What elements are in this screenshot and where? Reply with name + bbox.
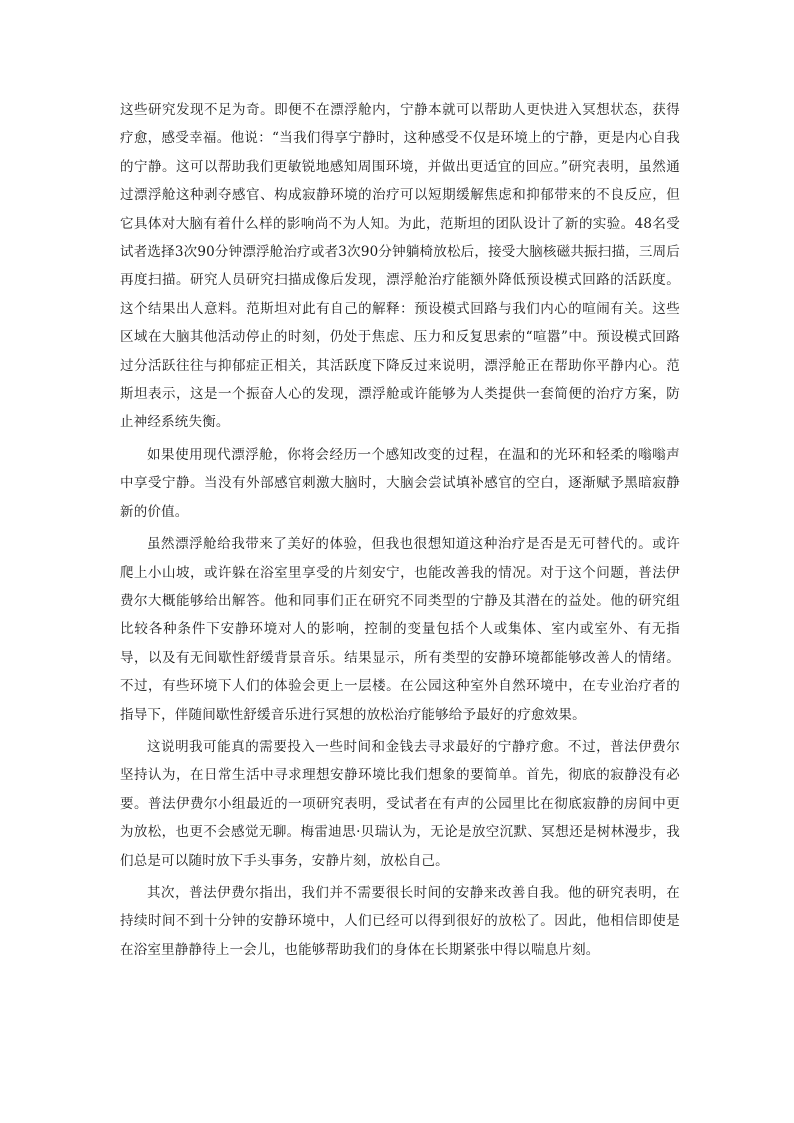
paragraph-2: 如果使用现代漂浮舱，你将会经历一个感知改变的过程，在温和的光环和轻柔的嗡嗡声中享受宁静。当没有外部感官刺激大脑时，大脑会尝试填补感官的空白，逐渐赋予黑暗寂静新的价值。 [120,446,680,520]
paragraph-1: 这些研究发现不足为奇。即便不在漂浮舱内，宁静本就可以帮助人更快进入冥想状态，获得疗愈，感受幸福。他说：“当我们得享宁静时，这种感受不仅是环境上的宁静，更是内心自我的宁静。这可以帮助我们更敏锐地感知周围环境，并做出更适宜的回应。”研究表明，虽然通过漂浮舱这种剥夺感官、构成寂静环境的治疗可以短期缓解焦虑和抑郁带来的不良反应，但它具体对大脑有着什么样的影响尚不为人知。为此，范斯坦的团队设计了新的实验。48名受试者选择3次90分钟漂浮舱治疗或者3次90分钟躺椅放松后，接受大脑核磁共振扫描，三周后再度扫描。研究人员研究扫描成像后发现，漂浮舱治疗能额外降低预设模式回路的活跃度。这个结果出人意料。范斯坦对此有自己的解释：预设模式回路与我们内心的喧闹有关。这些区域在大脑其他活动停止的时刻，仍处于焦虑、压力和反复思索的“喧嚣”中。预设模式回路过分活跃往往与抑郁症正相关，其活跃度下降反过来说明，漂浮舱正在帮助你平静内心。范斯坦表示，这是一个振奋人心的发现，漂浮舱或许能够为人类提供一套简便的治疗方案，防止神经系统失衡。 [120,102,680,431]
paragraph-3: 虽然漂浮舱给我带来了美好的体验，但我也很想知道这种治疗是否是无可替代的。或许爬上小山坡，或许躲在浴室里享受的片刻安宁，也能改善我的情况。对于这个问题，普法伊费尔大概能够给出解答。他和同事们正在研究不同类型的宁静及其潜在的益处。他的研究组比较各种条件下安静环境对人的影响，控制的变量包括个人或集体、室内或室外、有无指导，以及有无间歇性舒缓背景音乐。结果显示，所有类型的安静环境都能够改善人的情绪。不过，有些环境下人们的体验会更上一层楼。在公园这种室外自然环境中，在专业治疗者的指导下，伴随间歇性舒缓音乐进行冥想的放松治疗能够给予最好的疗愈效果。 [120,536,680,723]
paragraph-5: 其次，普法伊费尔指出，我们并不需要很长时间的安静来改善自我。他的研究表明，在持续时间不到十分钟的安静环境中，人们已经可以得到很好的放松了。因此，他相信即使是在浴室里静静待上一会儿，也能够帮助我们的身体在长期紧张中得以喘息片刻。 [120,884,680,958]
document-page [120,96,680,968]
paragraph-4: 这说明我可能真的需要投入一些时间和金钱去寻求最好的宁静疗愈。不过，普法伊费尔坚持认为，在日常生活中寻求理想安静环境比我们想象的要简单。首先，彻底的寂静没有必要。普法伊费尔小组最近的一项研究表明，受试者在有声的公园里比在彻底寂静的房间中更为放松，也更不会感觉无聊。梅雷迪思·贝瑞认为，无论是放空沉默、冥想还是树林漫步，我们总是可以随时放下手头事务，安静片刻，放松自己。 [120,738,680,869]
